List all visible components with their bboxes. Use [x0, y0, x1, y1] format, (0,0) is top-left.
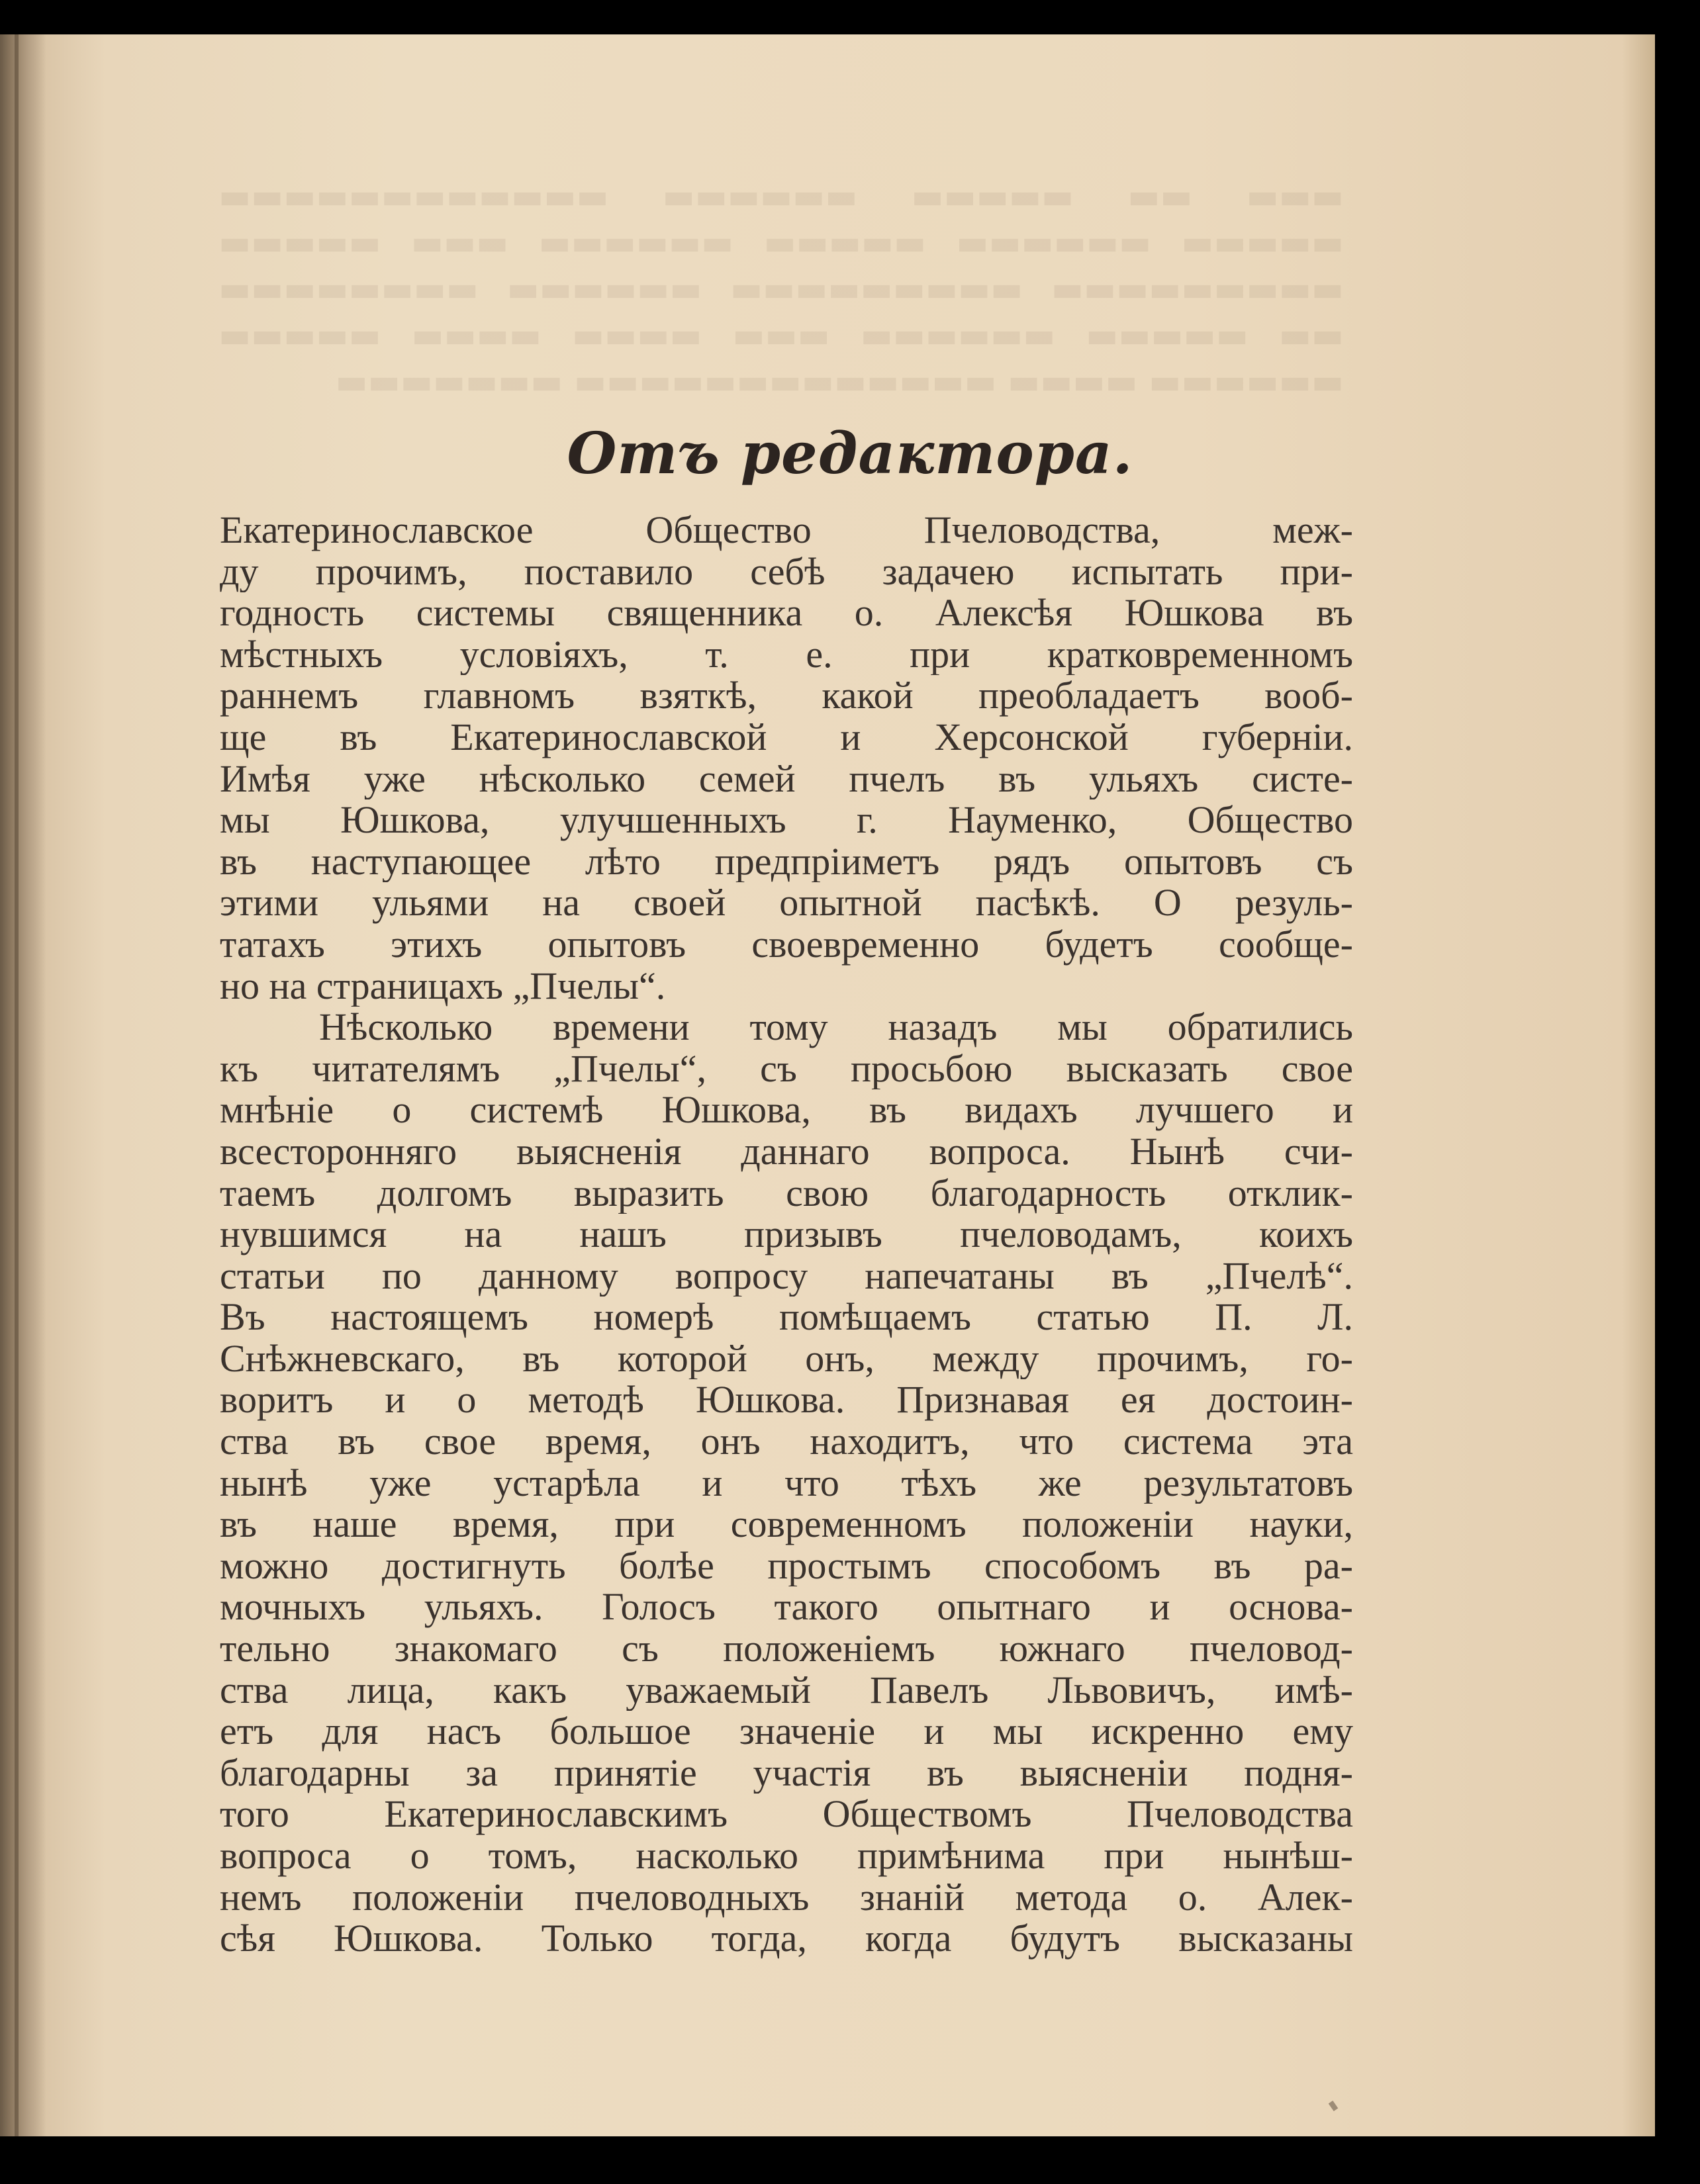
text-line: Екатеринославское Общество Пчеловодства, меж- — [220, 510, 1353, 551]
book-spine-edge — [15, 34, 19, 2138]
text-line: можно достигнуть болѣе простымъ способомъ въ ра- — [220, 1545, 1353, 1587]
bleed-through-text: ▬▬▬ ▬▬ ▬▬▬▬▬ ▬▬▬▬▬▬ ▬▬▬▬▬▬▬▬▬▬▬▬ ▬▬▬▬▬ ▬▬▬▬▬▬ ▬▬▬▬▬ ▬▬▬▬▬▬ ▬▬▬ ▬▬▬▬▬ ▬▬▬▬▬▬▬▬▬ ▬▬▬▬▬▬▬▬▬ ▬▬▬▬▬▬ ▬▬▬▬▬▬▬▬ ▬▬ ▬▬▬▬▬ ▬▬▬▬▬▬ ▬▬▬ ▬▬▬▬ ▬▬▬▬ ▬▬▬▬▬ ▬▬▬▬▬▬ ▬▬▬▬ ▬▬▬▬▬▬▬▬▬▬▬▬▬ ▬▬▬▬▬▬▬ — [218, 177, 1344, 402]
text-line: къ читателямъ „Пчелы“, съ просьбою высказать свое — [220, 1048, 1353, 1090]
text-line: Имѣя уже нѣсколько семей пчелъ въ ульяхъ систе- — [220, 758, 1353, 800]
book-spine-shadow — [0, 34, 46, 2138]
text-line: ства лица, какъ уважаемый Павелъ Львовичъ, имѣ- — [220, 1669, 1353, 1711]
text-line: въ наше время, при современномъ положеніи науки, — [220, 1504, 1353, 1545]
text-line: въ наступающее лѣто предпріиметъ рядъ опытовъ съ — [220, 841, 1353, 883]
text-line: Въ настоящемъ номерѣ помѣщаемъ статью П. Л. — [220, 1297, 1353, 1338]
text-line: статьи по данному вопросу напечатаны въ „Пчелѣ“. — [220, 1255, 1353, 1297]
text-line: нувшимся на нашъ призывъ пчеловодамъ, коихъ — [220, 1214, 1353, 1255]
text-line: мнѣніе о системѣ Юшкова, въ видахъ лучшего и — [220, 1089, 1353, 1131]
text-line: татахъ этихъ опытовъ своевременно будетъ сообще- — [220, 923, 1353, 966]
text-line: етъ для насъ большое значеніе и мы искренно ему — [220, 1711, 1353, 1752]
text-line: тельно знакомаго съ положеніемъ южнаго пчеловод- — [220, 1628, 1353, 1670]
text-line: вопроса о томъ, насколько примѣнима при нынѣш- — [220, 1835, 1353, 1877]
text-line: ду прочимъ, поставило себѣ задачею испытать при- — [220, 551, 1353, 593]
text-line: мы Юшкова, улучшенныхъ г. Науменко, Общество — [220, 799, 1353, 841]
scan-bottom-border — [0, 2136, 1700, 2184]
text-line: ще въ Екатеринославской и Херсонской губерніи. — [220, 716, 1353, 758]
text-line: Нѣсколько времени тому назадъ мы обратились — [319, 1007, 1353, 1048]
text-line: всесторонняго выясненія даннаго вопроса. Нынѣ счи- — [220, 1130, 1353, 1173]
text-line: мѣстныхъ условіяхъ, т. е. при кратковременномъ — [220, 633, 1353, 676]
text-line: но на страницахъ „Пчелы“. — [220, 965, 666, 1007]
text-line: этими ульями на своей опытной пасѣкѣ. О резуль- — [220, 882, 1353, 924]
text-line: Снѣжневскаго, въ которой онъ, между прочимъ, го- — [220, 1338, 1353, 1380]
text-line: немъ положеніи пчеловодныхъ знаній метода о. Алек- — [220, 1876, 1353, 1919]
text-line: мочныхъ ульяхъ. Голосъ такого опытнаго и основа- — [220, 1586, 1353, 1629]
text-line: воритъ и о методѣ Юшкова. Признавая ея достоин- — [220, 1379, 1353, 1422]
text-line: того Екатеринославскимъ Обществомъ Пчеловодства — [220, 1794, 1353, 1835]
text-line: благодарны за принятіе участія въ выясненіи подня- — [220, 1752, 1353, 1794]
article-body — [220, 510, 1353, 1960]
text-line: таемъ долгомъ выразить свою благодарность отклик- — [220, 1172, 1353, 1214]
text-line: нынѣ уже устарѣла и что тѣхъ же результатовъ — [220, 1462, 1353, 1504]
page-title: Отъ редактора. — [567, 420, 1133, 487]
text-line: раннемъ главномъ взяткѣ, какой преобладаетъ вооб- — [220, 675, 1353, 717]
text-line: сѣя Юшкова. Только тогда, когда будутъ высказаны — [220, 1918, 1353, 1960]
text-line: ства въ свое время, онъ находитъ, что система эта — [220, 1421, 1353, 1463]
text-line: годность системы священника о. Алексѣя Юшкова въ — [220, 592, 1353, 634]
